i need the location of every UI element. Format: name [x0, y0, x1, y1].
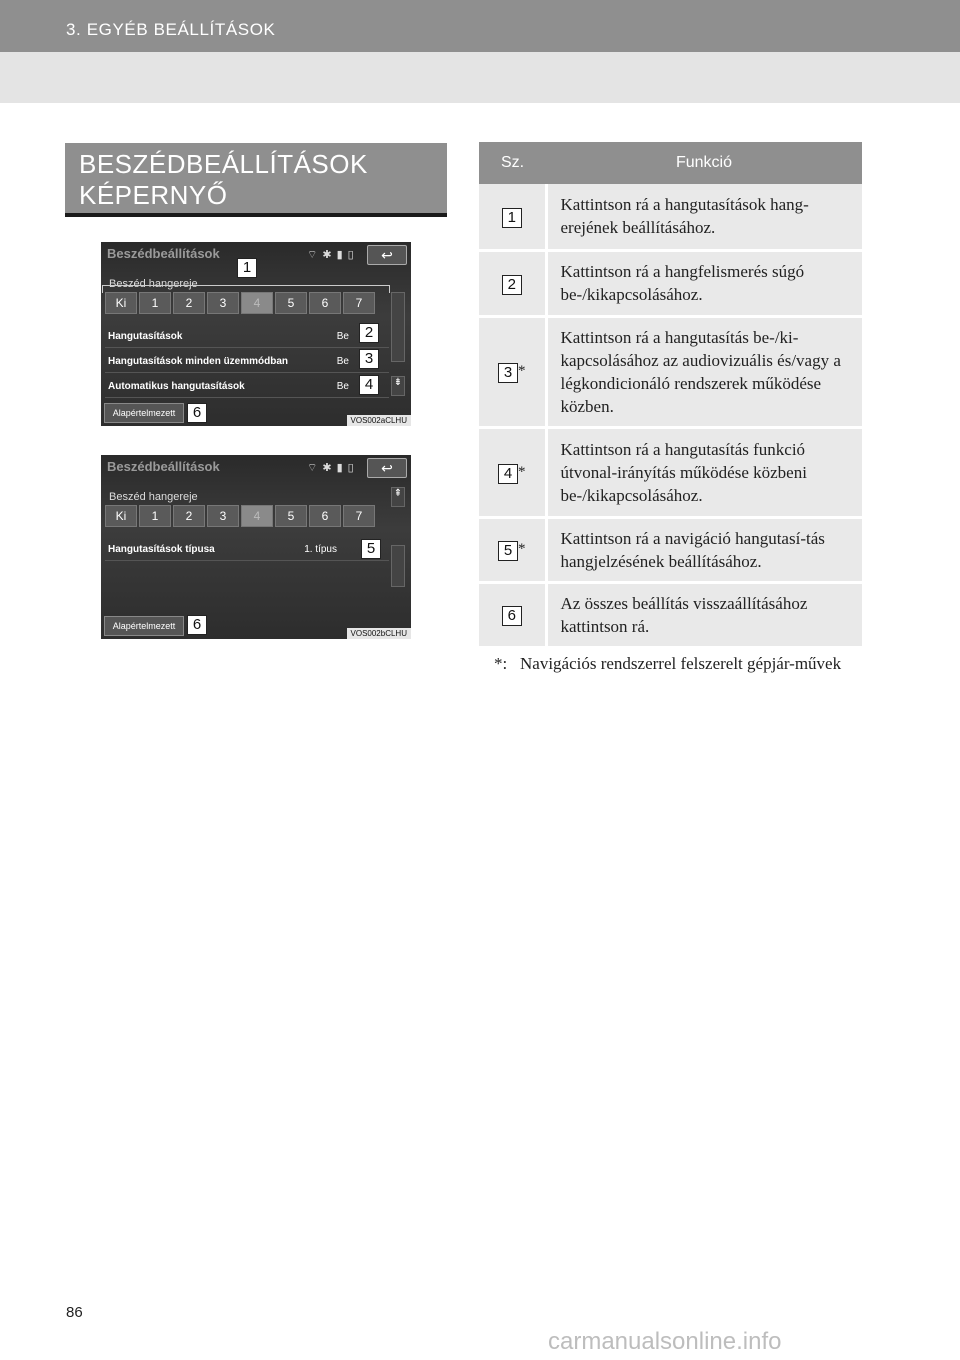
setting-label: Automatikus hangutasítások: [108, 381, 245, 392]
row-number-cell: [479, 316, 546, 427]
image-code: VOS002bCLHU: [347, 628, 411, 639]
table-row: [479, 427, 862, 517]
volume-label: Beszéd hangereje: [109, 278, 198, 290]
volume-button[interactable]: 6: [309, 505, 341, 527]
header-band: [0, 52, 960, 103]
callout-6: 6: [187, 403, 207, 423]
section-title-line2: KÉPERNYŐ: [79, 180, 228, 210]
callout-1: 1: [237, 258, 257, 278]
setting-value: Be: [336, 331, 349, 342]
callout-2: 2: [359, 323, 379, 343]
footnote-text: Navigációs rendszerrel felszerelt gépjár-művek: [520, 654, 842, 673]
row-number-cell: [479, 517, 546, 582]
table-row: [479, 316, 862, 427]
back-button[interactable]: ↩: [367, 245, 407, 265]
volume-button[interactable]: 1: [139, 292, 171, 314]
volume-button-row: [105, 292, 375, 314]
row-number: 4: [498, 464, 518, 484]
setting-row-automatic[interactable]: [105, 376, 389, 398]
battery-icon: ▯: [347, 249, 354, 261]
volume-button[interactable]: 2: [173, 505, 205, 527]
volume-button-row: [105, 505, 375, 527]
volume-button[interactable]: Ki: [105, 505, 137, 527]
footnote-star: *: [518, 463, 526, 480]
setting-row-voice-prompts[interactable]: [105, 326, 389, 348]
status-icons: [307, 248, 354, 262]
bluetooth-icon: ✱: [322, 249, 332, 261]
footnote: [494, 652, 856, 675]
volume-button-selected[interactable]: 4: [241, 292, 273, 314]
volume-bracket: [102, 285, 390, 293]
chapter-header-bar: [0, 0, 960, 52]
screen-title: Beszédbeállítások: [107, 459, 220, 474]
setting-value: Be: [336, 356, 349, 367]
row-function-text: Kattintson rá a hangfelismerés súgó be-/kikapcsolásához.: [546, 250, 862, 316]
row-number: 6: [502, 606, 522, 626]
row-function-text: Kattintson rá a hangutasítások hang-erejének beállításához.: [546, 184, 862, 250]
section-title-line1: BESZÉDBEÁLLÍTÁSOK: [79, 149, 368, 179]
callout-5: 5: [361, 539, 381, 559]
image-code: VOS002aCLHU: [347, 415, 411, 426]
bluetooth-icon: ✱: [322, 462, 332, 474]
volume-button[interactable]: 5: [275, 292, 307, 314]
setting-value: Be: [336, 381, 349, 392]
volume-button[interactable]: 7: [343, 292, 375, 314]
volume-button[interactable]: Ki: [105, 292, 137, 314]
function-table: [479, 142, 862, 649]
status-icons: [307, 461, 354, 475]
row-number-cell: [479, 250, 546, 316]
setting-value: 1. típus: [304, 544, 337, 555]
footnote-star: *: [518, 363, 526, 379]
footnote-star: *: [518, 541, 526, 557]
setting-label: Hangutasítások minden üzemmódban: [108, 356, 289, 367]
footnote-mark: *:: [494, 654, 508, 673]
wifi-icon: ⌔: [307, 462, 318, 474]
scrollbar[interactable]: [391, 292, 405, 362]
volume-label: Beszéd hangereje: [109, 491, 198, 503]
setting-label: Hangutasítások: [108, 331, 183, 342]
row-number-cell: [479, 582, 546, 647]
row-function-text: Kattintson rá a navigáció hangutasí-tás hangjelzésének beállításához.: [546, 517, 862, 582]
back-button[interactable]: ↩: [367, 458, 407, 478]
row-number: 1: [502, 208, 522, 228]
row-function-text: Kattintson rá a hangutasítás be-/ki-kapcsolásához az audiovizuális és/vagy a légkondicionáló rendszerek működése közben.: [546, 316, 862, 427]
battery-icon: ▯: [347, 462, 354, 474]
default-button[interactable]: Alapértelmezett: [104, 403, 184, 423]
row-number: 2: [502, 275, 522, 295]
col-header-function: Funkció: [546, 142, 862, 184]
table-row: [479, 184, 862, 250]
scrollbar[interactable]: [391, 545, 405, 587]
col-header-number: Sz.: [479, 142, 546, 184]
callout-4: 4: [359, 375, 379, 395]
row-number-cell: [479, 184, 546, 250]
row-number-cell: [479, 427, 546, 517]
watermark: carmanualsonline.info: [548, 1328, 782, 1355]
volume-button[interactable]: 3: [207, 292, 239, 314]
volume-button[interactable]: 7: [343, 505, 375, 527]
callout-3: 3: [359, 349, 379, 369]
table-row: [479, 250, 862, 316]
signal-icon: ▮: [336, 249, 343, 261]
table-row: [479, 582, 862, 647]
default-button[interactable]: Alapértelmezett: [104, 616, 184, 636]
scroll-down-icon[interactable]: ⇟: [391, 376, 405, 396]
volume-button[interactable]: 1: [139, 505, 171, 527]
row-function-text: Az összes beállítás visszaállításához kattintson rá.: [546, 582, 862, 647]
setting-row-prompt-type[interactable]: [105, 539, 389, 561]
volume-button-selected[interactable]: 4: [241, 505, 273, 527]
signal-icon: ▮: [336, 462, 343, 474]
section-title: [65, 143, 447, 217]
table-header-row: [479, 142, 862, 184]
callout-6: 6: [187, 615, 207, 635]
chapter-title: 3. EGYÉB BEÁLLÍTÁSOK: [66, 20, 276, 39]
page-number: 86: [66, 1304, 83, 1321]
setting-row-all-modes[interactable]: [105, 351, 389, 373]
setting-label: Hangutasítások típusa: [108, 544, 215, 555]
volume-button[interactable]: 5: [275, 505, 307, 527]
screen-title: Beszédbeállítások: [107, 246, 220, 261]
row-function-text: Kattintson rá a hangutasítás funkció útvonal-irányítás működése közbeni be-/kikapcsolásához.: [546, 427, 862, 517]
wifi-icon: ⌔: [307, 249, 318, 261]
row-number: 5: [498, 541, 518, 561]
volume-button[interactable]: 6: [309, 292, 341, 314]
scroll-up-icon[interactable]: ⇞: [391, 487, 405, 507]
volume-button[interactable]: 2: [173, 292, 205, 314]
volume-button[interactable]: 3: [207, 505, 239, 527]
row-number: 3: [498, 363, 518, 383]
table-row: [479, 517, 862, 582]
